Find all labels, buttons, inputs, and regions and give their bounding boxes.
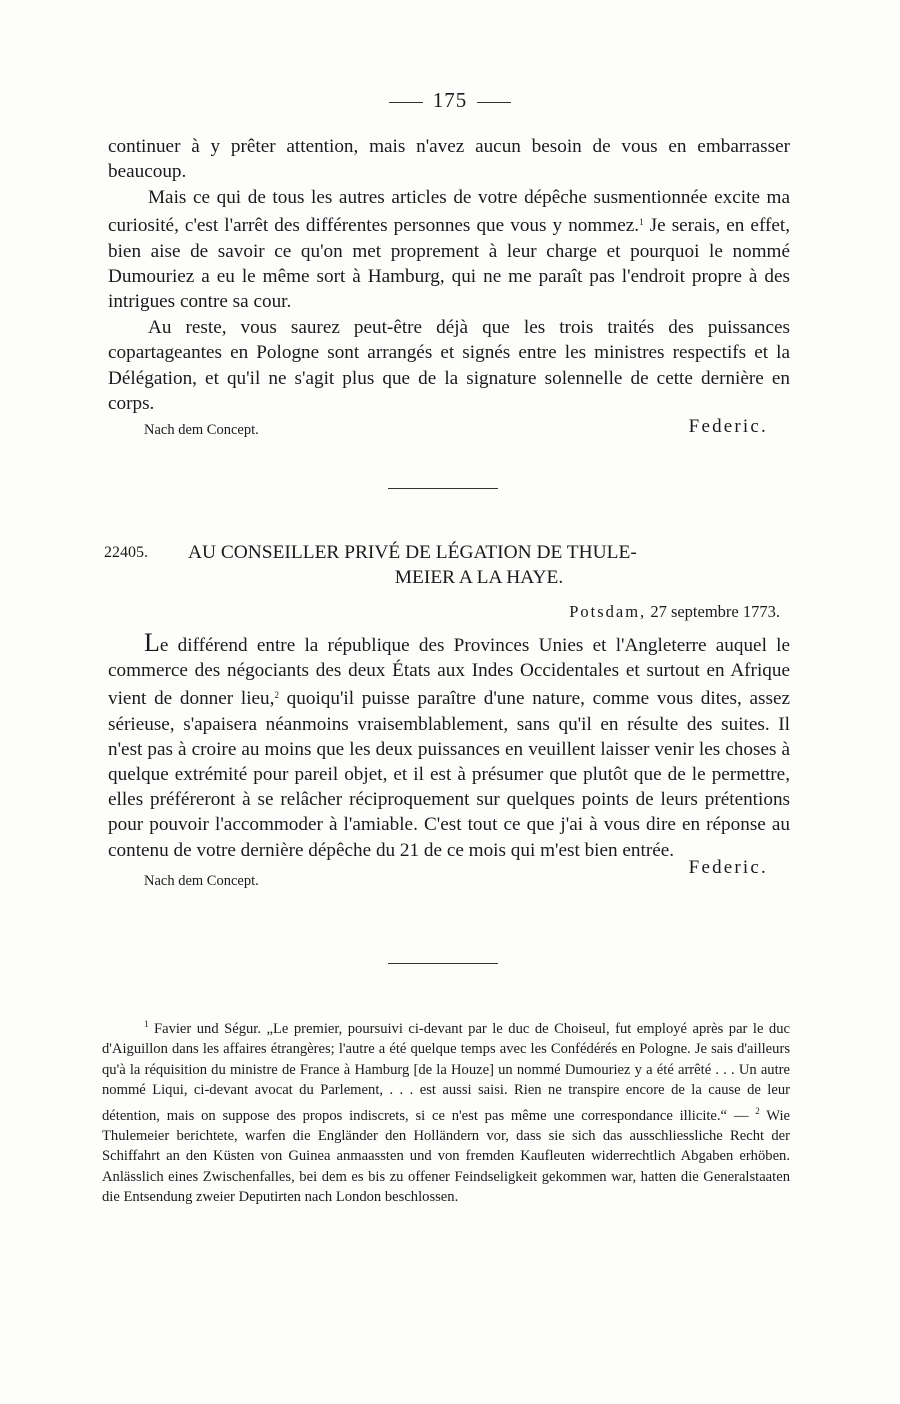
footnote-1-mark: 1 xyxy=(144,1019,149,1029)
letter-2-paragraph xyxy=(108,630,790,863)
footnote-1-text: Favier und Ségur. „Le premier, poursuivi ci-devant par le duc de Choiseul, fut employé après par le duc d'Aiguillon dans les affaires étrangères; l'autre a été quelque temps avec les Confédérés en Pologne. Je sais d'ailleurs qu'à la réquisition du ministre de France à Hamburg [de la Houze] un nommé Dumouriez y a été arrêté . . . Un autre nommé Liqui, ci-devant avocat du Parlement, . . . est aussi saisi. Rien ne transpire encore de la cause de leur détention, mais on suppose des propos indiscrets, si ce n'est pas même une correspondance illicite.“ — xyxy=(102,1021,790,1124)
dateline-place: Potsdam, xyxy=(569,602,647,621)
separator-rule-2 xyxy=(388,963,498,964)
letter-1-closing xyxy=(108,416,790,442)
dateline-date: 27 septembre 1773. xyxy=(650,602,780,621)
letter-1-paragraph-2-cont: Je serais, en effet, bien aise de savoir ce qu'on met proprement à leur charge et pourquoi le nommé Dumouriez a eu le même sort à Hamburg, qui ne me paraît pas l'endroit propre à des intrigues contre sa cour. xyxy=(108,215,791,313)
page-number: 175 xyxy=(432,88,468,112)
footnotes xyxy=(102,1014,790,1208)
heading-line-2: MEIER A LA HAYE. xyxy=(394,567,564,588)
footnote-block xyxy=(102,1014,790,1208)
letter-2-dropcap: L xyxy=(144,628,160,657)
letter-2 xyxy=(108,630,790,893)
letter-1-paragraph-3: Au reste, vous saurez peut-être déjà que les trois traités des puissances copartageantes en Pologne sont arrangés et signés entre les ministres respectifs et la Délégation, et qu'il ne s'agit plus que de la signature solennelle de cette dernière en corps. xyxy=(108,316,790,415)
page-header xyxy=(0,88,900,113)
letter-2-closing xyxy=(108,856,790,893)
letter-1-paragraph-1: continuer à y prêter attention, mais n'avez aucun besoin de vous en embarrasser beaucoup. xyxy=(108,136,790,183)
letter-2-signature: Federic. xyxy=(688,856,768,878)
letter-1 xyxy=(108,134,790,442)
footnote-ref-2: 2 xyxy=(274,690,279,701)
letter-1-source: Nach dem Concept. xyxy=(144,422,259,439)
footnote-2-text: Wie Thulemeier berichtete, warfen die Engländer den Holländern vor, dass sie sich das ausschliessliche Recht der Schiffahrt an den Küsten von Guinea anmaassten und von fremden Kaufleuten widerrechtlich Abgaben erhöben. Anlässlich eines Zwischenfalles, bei dem es bis zu offener Feindseligkeit gekommen war, hatten die Generalstaaten die Entsendung zweier Deputirten nach London beschlossen. xyxy=(102,1107,790,1206)
letter-2-source: Nach dem Concept. xyxy=(144,872,259,889)
footnote-ref-1: 1 xyxy=(639,217,644,228)
letter-2-heading xyxy=(104,540,794,590)
letter-1-paragraph-2-text: Mais ce qui de tous les autres articles de votre dépêche susmentionnée excite ma curiosité, c'est l'arrêt des différentes personnes que vous y nommez. xyxy=(108,186,790,237)
letter-1-signature: Federic. xyxy=(688,416,768,438)
letter-2-body-end: quoiqu'il puisse paraître d'une nature, comme vous dites, assez sérieuse, s'apaisera néanmoins vraisemblablement, sans qu'il en résulte des suites. Il n'est pas à croire au moins que les deux puissances en veuillent laisser venir les choses à quelque extrémité pour pareil objet, et il est à présumer que plutôt que de le permettre, elles préféreront à se relâcher réciproquement sur quelques points de leurs prétentions pour pouvoir l'accommoder à l'amiable. C'est tout ce que j'ai à vous dire en réponse au contenu de votre dernière dépêche du 21 de ce mois qui m'est bien entrée. xyxy=(108,688,791,861)
header-dash-right xyxy=(477,102,511,103)
footnote-2-mark: 2 xyxy=(755,1105,760,1116)
dateline xyxy=(569,602,780,622)
letter-2-body-start: e différend entre la république des Provinces Unies et l'Angleterre auquel le commerce des négociants des deux États aux Indes Occidentales et surtout en Afrique vient de donner lieu, xyxy=(108,635,790,710)
letter-1-paragraph-2 xyxy=(108,185,790,315)
separator-rule-1 xyxy=(388,488,498,489)
header-dash-left xyxy=(389,102,423,103)
heading-line-1: AU CONSEILLER PRIVÉ DE LÉGATION DE THULE- xyxy=(188,542,637,563)
letter-number: 22405. xyxy=(104,544,148,561)
